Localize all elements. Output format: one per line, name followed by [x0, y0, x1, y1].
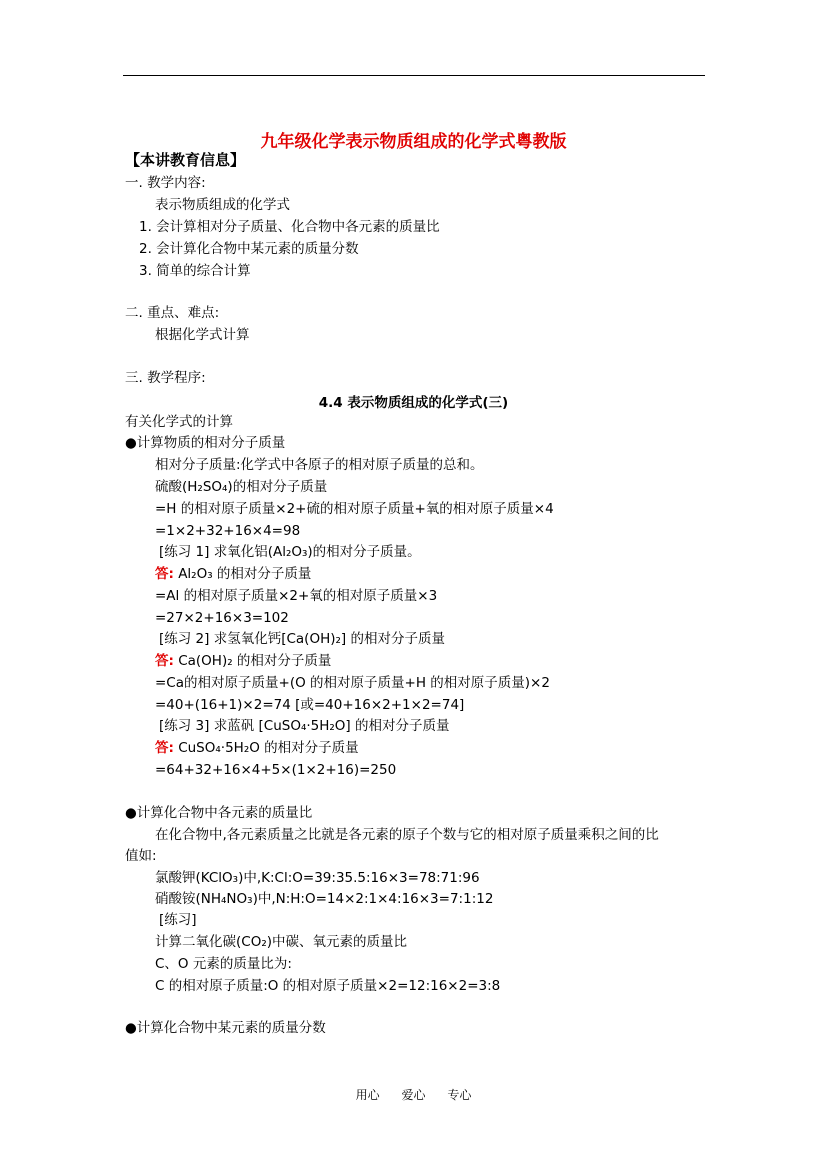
- list-item: 2. 会计算化合物中某元素的质量分数: [139, 241, 359, 257]
- section1-topic: 表示物质组成的化学式: [155, 197, 290, 213]
- answer-1: [155, 565, 311, 583]
- answer-2: [155, 652, 331, 670]
- footer-word: 专心: [447, 1088, 472, 1102]
- answer-line: =Ca的相对原子质量+(O 的相对原子质量+H 的相对原子质量)×2: [155, 675, 550, 691]
- list-item: 1. 会计算相对分子质量、化合物中各元素的质量比: [139, 219, 440, 235]
- bullet-mass-ratio: ●计算化合物中各元素的质量比: [125, 805, 313, 821]
- definition: 相对分子质量:化学式中各原子的相对原子质量的总和。: [155, 457, 484, 473]
- answer-text: CuSO₄·5H₂O 的相对分子质量: [173, 740, 359, 756]
- answer-label: 答:: [155, 566, 174, 582]
- answer-text: Al₂O₃ 的相对分子质量: [173, 566, 312, 582]
- bullet-relative-molecular-mass: ●计算物质的相对分子质量: [125, 435, 286, 451]
- calc-intro: 有关化学式的计算: [125, 414, 233, 430]
- co2-question: 计算二氧化碳(CO₂)中碳、氧元素的质量比: [155, 934, 407, 950]
- page-footer: [0, 1086, 827, 1103]
- section2-text: 根据化学式计算: [155, 327, 250, 343]
- example-line: =1×2+32+16×4=98: [155, 523, 301, 539]
- header-rule: [123, 75, 705, 76]
- answer-line: =64+32+16×4+5×(1×2+16)=250: [155, 762, 397, 778]
- ratio-text: 在化合物中,各元素质量之比就是各元素的原子个数与它的相对原子质量乘积之间的比: [155, 827, 659, 843]
- list-item: 3. 简单的综合计算: [139, 263, 251, 279]
- answer-text: Ca(OH)₂ 的相对分子质量: [173, 653, 332, 669]
- section2-heading: 二. 重点、难点:: [125, 305, 220, 321]
- answer-label: 答:: [155, 653, 174, 669]
- answer-label: 答:: [155, 740, 174, 756]
- co2-line: C 的相对原子质量:O 的相对原子质量×2=12:16×2=3:8: [155, 978, 501, 994]
- practice-label: [练习]: [159, 912, 197, 928]
- section1-heading: 一. 教学内容:: [125, 175, 206, 191]
- footer-word: 用心: [355, 1088, 380, 1102]
- section-header: 【本讲教育信息】: [125, 151, 246, 169]
- document-title: 九年级化学表示物质组成的化学式粤教版: [260, 132, 567, 152]
- example-line: =H 的相对原子质量×2+硫的相对原子质量+氧的相对原子质量×4: [155, 501, 554, 517]
- practice-2: [练习 2] 求氢氧化钙[Ca(OH)₂] 的相对分子质量: [159, 631, 445, 647]
- example-kclo3: 氯酸钾(KClO₃)中,K:Cl:O=39:35.5:16×3=78:71:96: [155, 870, 480, 886]
- bullet-mass-fraction: ●计算化合物中某元素的质量分数: [125, 1020, 326, 1036]
- section3-heading: 三. 教学程序:: [125, 370, 206, 386]
- co2-line: C、O 元素的质量比为:: [155, 956, 292, 972]
- example-nh4no3: 硝酸铵(NH₄NO₃)中,N:H:O=14×2:1×4:16×3=7:1:12: [155, 891, 494, 907]
- answer-line: =Al 的相对原子质量×2+氧的相对原子质量×3: [155, 588, 438, 604]
- answer-3: [155, 739, 359, 757]
- answer-line: =27×2+16×3=102: [155, 610, 289, 626]
- ratio-text-cont: 值如:: [125, 848, 157, 864]
- answer-line: =40+(16+1)×2=74 [或=40+16×2+1×2=74]: [155, 697, 465, 713]
- footer-word: 爱心: [401, 1088, 426, 1102]
- practice-3: [练习 3] 求蓝矾 [CuSO₄·5H₂O] 的相对分子质量: [159, 718, 450, 734]
- practice-1: [练习 1] 求氧化铝(Al₂O₃)的相对分子质量。: [159, 544, 421, 560]
- example-h2so4: 硫酸(H₂SO₄)的相对分子质量: [155, 479, 328, 495]
- lesson-subtitle: 4.4 表示物质组成的化学式(三): [318, 395, 509, 411]
